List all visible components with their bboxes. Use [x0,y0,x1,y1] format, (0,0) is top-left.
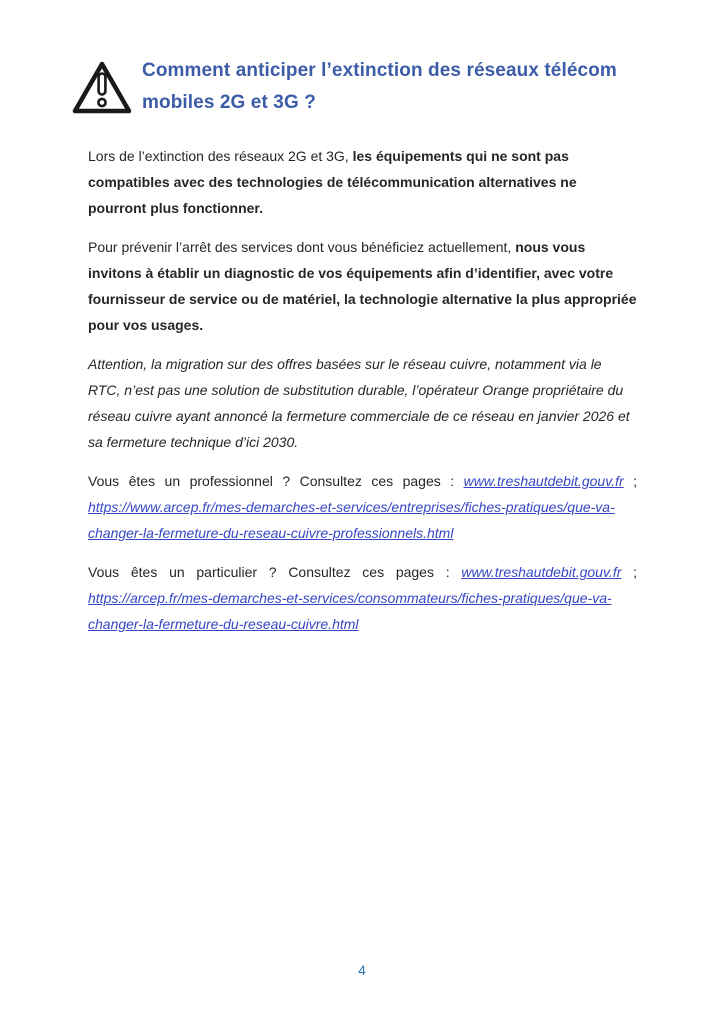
page-number: 4 [358,962,366,978]
link-arcep-professionnels[interactable]: https://www.arcep.fr/mes-demarches-et-services/entreprises/fiches-pratiques/que-va-changer-la-fermeture-du-reseau-cuivre-professionnels.html [88,499,615,541]
link-arcep-consommateurs[interactable]: https://arcep.fr/mes-demarches-et-services/consommateurs/fiches-pratiques/que-va-changer-la-fermeture-du-reseau-cuivre.html [88,590,612,632]
paragraph-bold-text: les équipements qui ne sont pas compatibles avec des technologies de télécommunication alternatives ne pourront plus fonctionner. [88,148,577,216]
warning-triangle-icon [68,57,136,121]
link-separator: ; [621,564,637,580]
document-body [88,143,637,637]
paragraph-extinction-2g-3g [88,143,637,221]
paragraph-text: Pour prévenir l’arrêt des services dont vous bénéficiez actuellement, [88,239,516,255]
paragraph-bold-text: nous vous invitons à établir un diagnostic de vos équipements afin d’identifier, avec votre fournisseur de service ou de matériel, la technologie alternative la plus appropriée pour vos usages. [88,239,637,333]
paragraph-text: Lors de l’extinction des réseaux 2G et 3G, [88,148,353,164]
paragraph-professionnel [88,468,637,546]
section-header [68,55,637,121]
paragraph-particulier [88,559,637,637]
paragraph-text: Vous êtes un particulier ? Consultez ces pages : [88,564,462,580]
paragraph-text: Vous êtes un professionnel ? Consultez ces pages : [88,473,464,489]
link-treshautdebit-particulier[interactable]: www.treshautdebit.gouv.fr [461,564,622,580]
paragraph-diagnostic [88,234,637,338]
link-separator: ; [623,473,637,489]
link-treshautdebit-pro[interactable]: www.treshautdebit.gouv.fr [463,473,624,489]
page-footer [0,962,724,980]
section-title: Comment anticiper l’extinction des réseaux télécom mobiles 2G et 3G ? [142,60,617,113]
paragraph-attention-rtc: Attention, la migration sur des offres basées sur le réseau cuivre, notamment via le RTC, n’est pas une solution de substitution durable, l’opérateur Orange propriétaire du réseau cuivre ayant annoncé la fermeture commerciale de ce réseau en janvier 2026 et sa fermeture technique d’ici 2030. [88,356,630,450]
